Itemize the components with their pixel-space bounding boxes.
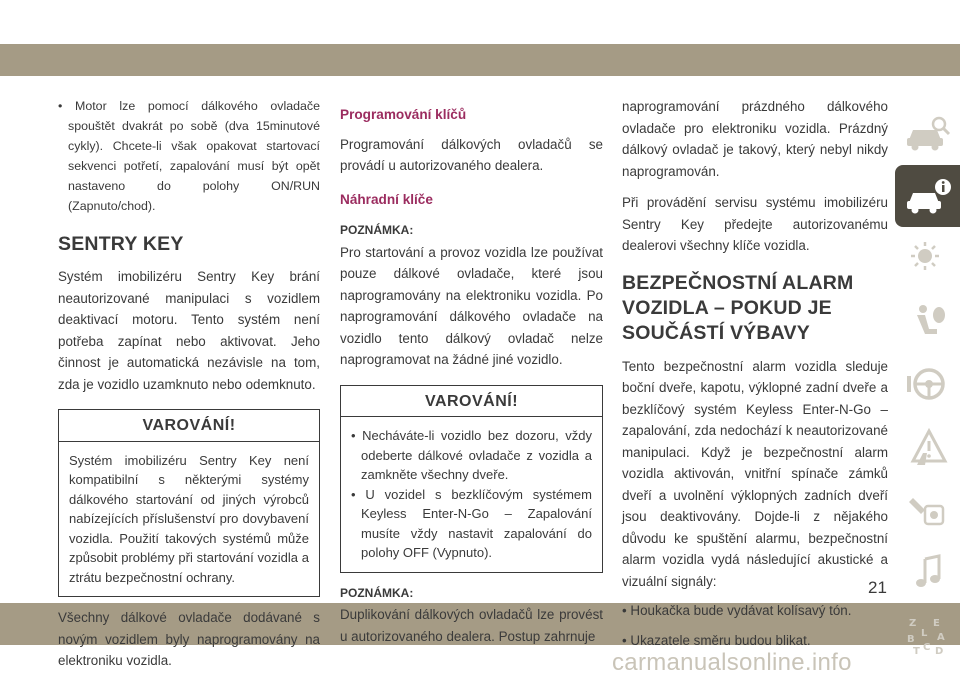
car-magnify-icon: [903, 110, 953, 156]
tab-car-info[interactable]: [895, 165, 960, 227]
service-paragraph: Při provádění servisu systému imobilizéru Sentry Key předejte autorizovanému dealerovi všechny klíče vozidla.: [622, 195, 888, 253]
warning-box-1: [58, 409, 320, 597]
sentry-key-heading: SENTRY KEY: [58, 233, 184, 255]
service-tools-icon: [903, 488, 953, 534]
column-3: [622, 96, 888, 651]
chapter-tabs: [895, 102, 960, 669]
svg-text:L: L: [921, 628, 928, 639]
warning-bullet-2: • U vozidel s bezklíčovým systémem Keyless Enter-N-Go – Zapalování musíte vždy nastavit zapalování do polohy OFF (Vypnuto).: [351, 486, 592, 560]
sentry-key-paragraph: Systém imobilizéru Sentry Key brání neautorizované manipulaci s vozidlem deaktivací motoru. Tento systém není potřeba zapínat nebo aktivovat. Jeho činnost je automatická nezávisle na tom, zda je vozidlo uzamknuto nebo odemknuto.: [58, 269, 320, 392]
security-alarm-heading: BEZPEČNOSTNÍ ALARM VOZIDLA – POKUD JE SOUČÁSTÍ VÝBAVY: [622, 271, 854, 344]
note-label-1: POZNÁMKA:: [340, 223, 414, 237]
programming-paragraph: naprogramování prázdného dálkového ovladače pro elektroniku vozidla. Prázdný dálkový ovladač je takový, který nebyl nikdy naprogramován.: [622, 99, 888, 179]
warning-title-2: VAROVÁNÍ!: [341, 386, 602, 418]
steering-wheel-icon: [903, 362, 953, 408]
tab-warning-road[interactable]: [895, 417, 960, 479]
note-text-2: Duplikování dálkových ovladačů lze provést u autorizovaného dealera. Postup zahrnuje: [340, 607, 603, 644]
note-text-1: Pro startování a provoz vozidla lze používat pouze dálkové ovladače, které jsou naprogramovány na elektroniku vozidla. Po naprogramování dálkového ovladače na vozidlo tento dálkový ovladač nelze naprogramovat na žádné jiné vozidlo.: [340, 244, 603, 367]
svg-text:Z: Z: [909, 618, 917, 629]
security-alarm-paragraph: Tento bezpečnostní alarm vozidla sleduje boční dveře, kapotu, výklopné zadní dveře a bezklíčový systém Keyless Enter-N-Go – zapalování, zda nedochází k neautorizované manipulaci. Když je bezpečnostní alarm vozidla aktivován, vnitřní spínače zámků dveří a uvolnění výklopných zadních dveří jsou deaktivovány. Dojde-li z nějakého důvodu ke spuštění alarmu, bezpečnostní alarm vozidla vydá následující akustické a vizuální signály:: [622, 358, 888, 589]
spare-keys-heading: Náhradní klíče: [340, 191, 433, 207]
warning-text: Systém imobilizéru Sentry Key není kompatibilní s některými systémy dálkového startování od jiných výrobců nabízejících příslušenství pro dovybavení vozidla. Použití takových systémů může způsobit problémy při startování vozidla a ztrátu bezpečnostní ochrany.: [69, 452, 309, 585]
top-band: [0, 44, 960, 76]
column-2: [340, 96, 603, 647]
closing-paragraph: Všechny dálkové ovladače dodávané s novým vozidlem byly naprogramovány na elektroniku vozidla.: [58, 610, 320, 668]
svg-text:B: B: [907, 634, 915, 645]
svg-text:A: A: [937, 632, 945, 643]
tab-steering-wheel[interactable]: [895, 354, 960, 416]
tab-index[interactable]: [895, 606, 960, 668]
alarm-bullet-horn: • Houkačka bude vydávat kolísavý tón.: [622, 603, 852, 618]
tab-car-magnify[interactable]: [895, 102, 960, 164]
tab-service-tools[interactable]: [895, 480, 960, 542]
svg-text:C: C: [923, 642, 931, 653]
svg-text:D: D: [935, 646, 944, 657]
warning-title: VAROVÁNÍ!: [59, 410, 319, 442]
airbag-seat-icon: [903, 299, 953, 345]
warning-box-2: [340, 385, 603, 573]
warning-road-icon: [903, 425, 953, 471]
svg-text:E: E: [933, 618, 940, 629]
alarm-bullet-indicators: • Ukazatele směru budou blikat.: [622, 632, 811, 648]
column-1: [58, 96, 320, 672]
tab-dashboard-lights[interactable]: [895, 228, 960, 290]
index-letters-icon: [903, 614, 953, 660]
key-programming-paragraph: Programování dálkových ovladačů se provádí u autorizovaného dealera.: [340, 136, 603, 173]
tab-airbag-seat[interactable]: [895, 291, 960, 353]
watermark: carmanualsonline.info: [612, 649, 852, 676]
note-label-2: POZNÁMKA:: [340, 585, 414, 600]
key-programming-heading: Programování klíčů: [340, 107, 467, 122]
intro-bullet: • Motor lze pomocí dálkového ovladače spouštět dvakrát po sobě (dva 15minutové cykly). Chcete-li však opakovat startovací sekvenci potřetí, zapalování musí být opět nastaveno do polohy ON/RUN (Zapnuto/chod).: [58, 99, 320, 213]
warning-bullet-1: • Necháváte-li vozidlo bez dozoru, vždy odeberte dálkové ovladače z vozidla a zamkněte všechny dveře.: [351, 428, 592, 482]
car-info-icon: [903, 173, 953, 219]
tab-multimedia[interactable]: [895, 543, 960, 605]
multimedia-icon: [903, 551, 953, 597]
page-number: 21: [868, 578, 887, 597]
dashboard-lights-icon: [903, 236, 953, 282]
svg-text:T: T: [913, 646, 920, 657]
